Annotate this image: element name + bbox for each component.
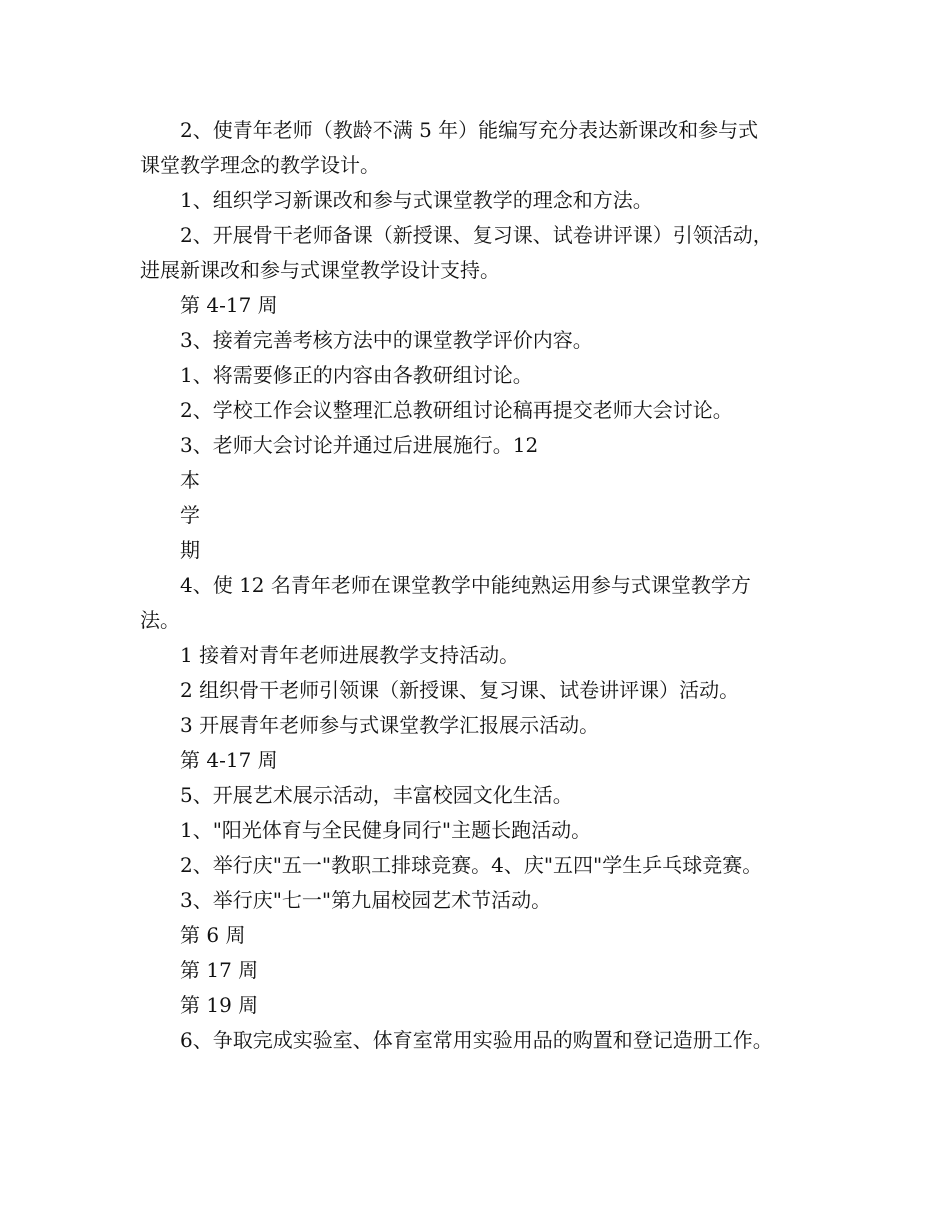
text-line: 2、使青年老师（教龄不满 5 年）能编写充分表达新课改和参与式 — [180, 118, 759, 142]
week-label: 第 19 周 — [180, 993, 259, 1017]
week-label: 第 4-17 周 — [180, 293, 278, 317]
text-line: 2、学校工作会议整理汇总教研组讨论稿再提交老师大会讨论。 — [180, 398, 733, 422]
text-line: 进展新课改和参与式课堂教学设计支持。 — [140, 258, 500, 282]
vertical-char: 学 — [180, 503, 200, 527]
text-line: 1、将需要修正的内容由各教研组讨论。 — [180, 363, 533, 387]
text-line: 4、使 12 名青年老师在课堂教学中能纯熟运用参与式课堂教学方 — [180, 573, 751, 597]
text-line: 1、组织学习新课改和参与式课堂教学的理念和方法。 — [180, 188, 653, 212]
text-line: 课堂教学理念的教学设计。 — [140, 153, 380, 177]
week-label: 第 6 周 — [180, 923, 246, 947]
text-line: 3、举行庆"七一"第九届校园艺术节活动。 — [180, 888, 552, 912]
text-line: 5、开展艺术展示活动，丰富校园文化生活。 — [180, 783, 573, 807]
text-line: 1 接着对青年老师进展教学支持活动。 — [180, 643, 520, 667]
text-line: 法。 — [140, 608, 180, 632]
text-line: 2、开展骨干老师备课（新授课、复习课、试卷讲评课）引领活动， — [180, 223, 773, 247]
text-line: 3、老师大会讨论并通过后进展施行。12 — [180, 433, 539, 457]
text-line: 3 开展青年老师参与式课堂教学汇报展示活动。 — [180, 713, 600, 737]
vertical-char: 本 — [180, 468, 200, 492]
text-line: 6、争取完成实验室、体育室常用实验用品的购置和登记造册工作。 — [180, 1028, 773, 1052]
week-label: 第 17 周 — [180, 958, 259, 982]
text-line: 2 组织骨干老师引领课（新授课、复习课、试卷讲评课）活动。 — [180, 678, 740, 702]
vertical-char: 期 — [180, 538, 200, 562]
text-line: 1、"阳光体育与全民健身同行"主题长跑活动。 — [180, 818, 592, 842]
text-line: 2、举行庆"五一"教职工排球竞赛。4、庆"五四"学生乒乓球竞赛。 — [180, 853, 763, 877]
text-line: 3、接着完善考核方法中的课堂教学评价内容。 — [180, 328, 593, 352]
document-body — [140, 113, 820, 1058]
week-label: 第 4-17 周 — [180, 748, 278, 772]
